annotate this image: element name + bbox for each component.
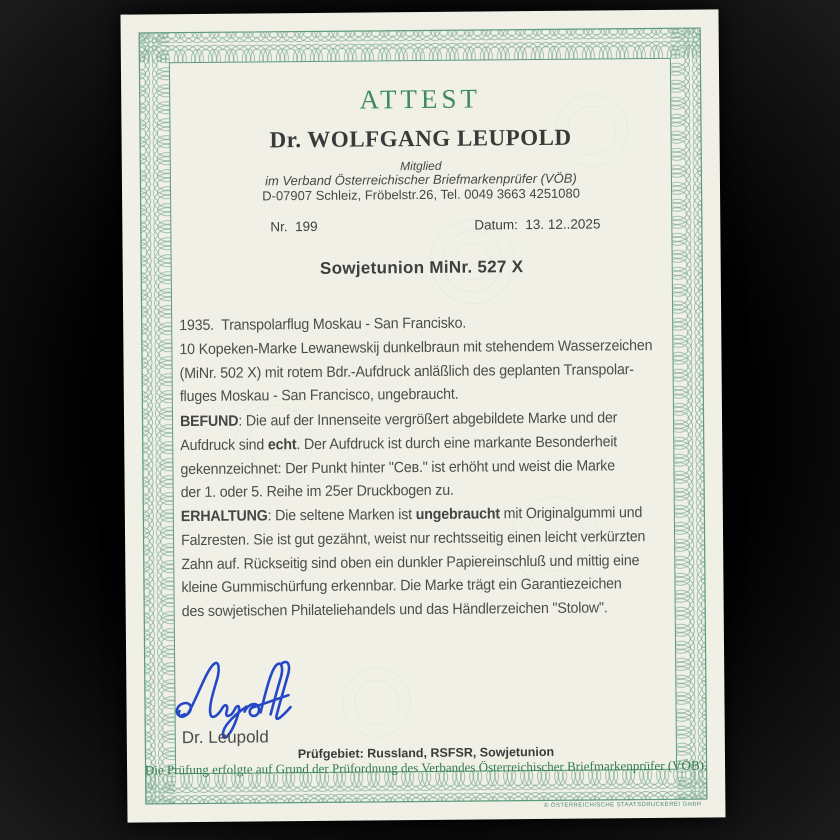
certificate-date: Datum: 13. 12..2025 — [474, 216, 601, 233]
subject-title: Sowjetunion MiNr. 527 X — [319, 257, 524, 278]
erhaltung-paragraph — [181, 501, 695, 624]
befund-label: BEFUND — [179, 412, 239, 431]
pruefgebiet-line: Prüfgebiet: Russland, RSFSR, Sowjetunion — [297, 744, 555, 762]
befund-paragraph — [180, 406, 694, 506]
expert-name: Dr. WOLFGANG LEUPOLD — [269, 124, 572, 153]
signature-name: Dr. Leupold — [181, 727, 269, 748]
description-text: 1935. Transpolarflug Moskau - San Francisko. 10 Kopeken-Marke Lewanewskij dunkelbraun mit stehendem Wasserzeichen (MiNr. 502 X) mit rotem Bdr.-Aufdruck anläßlich des geplanten Transpolar- fluges Moskau - San Francisco, ungebraucht. — [179, 314, 653, 406]
attest-title: ATTEST — [359, 83, 482, 115]
printer-imprint: © ÖSTERREICHISCHE STAATSDRUCKEREI GmbH — [543, 801, 702, 809]
erhaltung-bold-ungebraucht: ungebraucht — [415, 505, 500, 524]
erhaltung-text-2: mit Originalgummi und Falzresten. Sie ist gut gezähnt, weist nur rechtsseitig einen leicht verkürzten Zahn auf. Rückseitig sind oben ein dunkler Papiereinschluß und mittig eine kleine Gummischürfung erkennbar. Die Marke trägt ein Garantiezeichen des sowjetischen Philateliehandels und das Händlerzeichen "Stolow". — [181, 504, 646, 621]
befund-text-1: : Die auf der Innenseite vergrößert abgebildete Marke und der Aufdruck sind — [180, 409, 618, 454]
footer-note: Die Prüfung erfolgte auf Grund der Prüfordnung des Verbandes Österreichischer Briefmarkenprüfer (VÖB). — [144, 757, 708, 778]
befund-bold-echt: echt — [267, 435, 297, 454]
certificate-number: Nr. 199 — [270, 218, 318, 235]
description-paragraph — [179, 310, 693, 410]
certificate-paper — [120, 9, 725, 822]
erhaltung-label: ERHALTUNG — [180, 507, 268, 526]
address-line: D-07907 Schleiz, Fröbelstr.26, Tel. 0049 3663 4251080 — [262, 185, 581, 204]
befund-text-2: . Der Aufdruck ist durch eine markante Besonderheit gekennzeichnet: Der Punkt hinter "Сев." ist erhöht und weist die Marke der 1. oder 5. Reihe im 25er Druckbogen zu. — [180, 433, 618, 502]
membership-line: Mitglied — [400, 158, 442, 174]
erhaltung-text-1: : Die seltene Marken ist — [267, 506, 416, 525]
association-line: im Verband Österreichischer Briefmarkenprüfer (VÖB) — [265, 170, 577, 189]
